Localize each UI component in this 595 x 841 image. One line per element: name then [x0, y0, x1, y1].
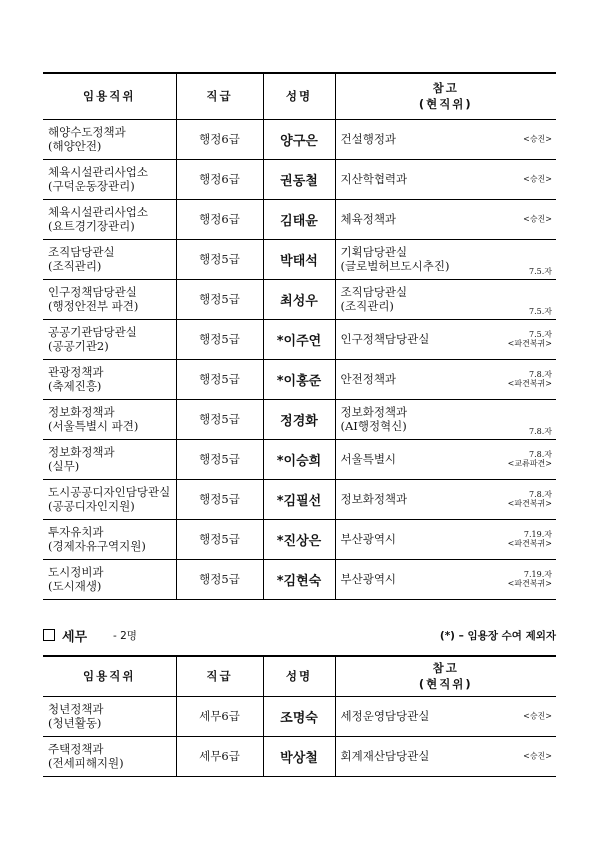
reference-cell: [335, 559, 556, 599]
position-line-2: (축제진흥): [48, 379, 102, 393]
table-row: [43, 199, 556, 239]
position-cell: [43, 479, 176, 519]
reference-cell: [335, 239, 556, 279]
position-line-1: 청년정책과: [48, 702, 104, 716]
position-line-1: 도시공공디자인담당관실: [48, 485, 171, 499]
checkbox-square-icon: [43, 629, 55, 641]
table-row: [43, 439, 556, 479]
position-line-2: (행정안전부 파견): [48, 299, 139, 313]
grade-cell: 행정5급: [176, 519, 263, 559]
name-cell: *이승희: [263, 439, 335, 479]
reference-cell: [335, 199, 556, 239]
reference-cell: [335, 439, 556, 479]
position-cell: [43, 199, 176, 239]
position-line-2: (전세피해지원): [48, 756, 124, 770]
table-row: [43, 519, 556, 559]
reference-cell: [335, 736, 556, 776]
position-line-1: 투자유치과: [48, 525, 104, 539]
name-cell: *진상은: [263, 519, 335, 559]
position-line-2: (청년활동): [48, 716, 102, 730]
position-line-1: 공공기관담당관실: [48, 325, 137, 339]
section-title: 세무: [62, 630, 88, 645]
ref-note-main: 7.8.자: [529, 490, 552, 499]
grade-cell: 행정5급: [176, 239, 263, 279]
reference-cell: [335, 319, 556, 359]
reference-cell: [335, 159, 556, 199]
name-cell: 박태석: [263, 239, 335, 279]
name-cell: 정경화: [263, 399, 335, 439]
ref-note-sub: <교류파견>: [507, 459, 552, 468]
header-name: 성명: [263, 656, 335, 696]
table-row: [43, 736, 556, 776]
table-header-row: [43, 656, 556, 696]
ref-note-main: <승진>: [523, 174, 552, 184]
header-reference: [335, 73, 556, 119]
position-line-2: (구덕운동장관리): [48, 179, 135, 193]
table-row: [43, 319, 556, 359]
grade-cell: 행정6급: [176, 199, 263, 239]
position-line-2: (도시재생): [48, 579, 102, 593]
reference-cell: [335, 399, 556, 439]
reference-cell: [335, 519, 556, 559]
ref-note: [523, 712, 552, 721]
table-header-row: [43, 73, 556, 119]
grade-cell: 행정5급: [176, 399, 263, 439]
position-cell: [43, 519, 176, 559]
grade-cell: 행정5급: [176, 279, 263, 319]
grade-cell: 행정5급: [176, 559, 263, 599]
grade-cell: 행정5급: [176, 439, 263, 479]
ref-note: [523, 135, 552, 144]
position-cell: [43, 559, 176, 599]
table-row: [43, 399, 556, 439]
name-cell: 박상철: [263, 736, 335, 776]
position-line-1: 도시정비과: [48, 565, 104, 579]
table-row: [43, 359, 556, 399]
ref-note-sub: <파견복귀>: [507, 339, 552, 348]
ref-note: [508, 450, 552, 468]
table-row: [43, 279, 556, 319]
grade-cell: 행정6급: [176, 159, 263, 199]
ref-line-1: 서울특별시: [340, 452, 397, 466]
ref-note: [508, 490, 552, 508]
reference-cell: [335, 479, 556, 519]
ref-line-1: 조직담당관실: [340, 285, 408, 299]
reference-cell: [335, 696, 556, 736]
name-cell: *김필선: [263, 479, 335, 519]
position-line-1: 정보화정책과: [48, 445, 115, 459]
ref-note: [529, 307, 552, 316]
header-name: 성명: [263, 73, 335, 119]
header-reference-sub: (현직위): [418, 677, 473, 692]
name-cell: 양구은: [263, 119, 335, 159]
position-line-1: 체육시설관리사업소: [48, 205, 148, 219]
ref-line-1: 정보화정책과: [340, 405, 408, 419]
position-line-2: (공공디자인지원): [48, 499, 135, 513]
ref-note-main: <승진>: [523, 711, 552, 721]
ref-note-main: 7.5.자: [529, 306, 552, 316]
position-cell: [43, 399, 176, 439]
position-line-2: (경제자유구역지원): [48, 539, 146, 553]
header-reference-sub: (현직위): [418, 97, 473, 112]
ref-note-main: <승진>: [523, 214, 552, 224]
position-cell: [43, 696, 176, 736]
ref-line-1: 지산학협력과: [340, 172, 408, 186]
position-line-1: 주택정책과: [48, 742, 104, 756]
ref-note-main: <승진>: [523, 751, 552, 761]
grade-cell: 세무6급: [176, 736, 263, 776]
position-line-2: (해양안전): [48, 139, 102, 153]
name-cell: *김현숙: [263, 559, 335, 599]
position-cell: [43, 736, 176, 776]
section-count: - 2명: [113, 630, 137, 642]
ref-note-main: 7.8.자: [529, 426, 552, 436]
ref-note-sub: <파견복귀>: [507, 499, 552, 508]
position-line-1: 조직담당관실: [48, 245, 115, 259]
grade-cell: 행정5급: [176, 359, 263, 399]
reference-cell: [335, 119, 556, 159]
position-cell: [43, 319, 176, 359]
ref-line-1: 체육정책과: [340, 212, 397, 226]
position-cell: [43, 279, 176, 319]
position-line-1: 해양수도정책과: [48, 125, 126, 139]
name-cell: 권동철: [263, 159, 335, 199]
table-row: [43, 696, 556, 736]
position-line-2: (실무): [48, 459, 80, 473]
ref-note-main: 7.8.자: [529, 370, 552, 379]
position-line-2: (공공기관2): [48, 339, 109, 353]
header-grade: 직급: [176, 73, 263, 119]
position-line-2: (요트경기장관리): [48, 219, 135, 233]
ref-line-1: 건설행정과: [340, 132, 397, 146]
position-line-1: 정보화정책과: [48, 405, 115, 419]
grade-cell: 행정5급: [176, 479, 263, 519]
ref-note: [508, 330, 552, 348]
header-grade: 직급: [176, 656, 263, 696]
name-cell: 최성우: [263, 279, 335, 319]
name-cell: 조명숙: [263, 696, 335, 736]
header-reference: [335, 656, 556, 696]
ref-note: [523, 175, 552, 184]
ref-line-1: 기획담당관실: [340, 245, 408, 259]
header-reference-title: 참고: [432, 81, 459, 96]
ref-note-main: 7.19.자: [523, 530, 552, 539]
position-cell: [43, 359, 176, 399]
ref-note: [529, 267, 552, 276]
ref-note: [529, 427, 552, 436]
ref-note-sub: <파견복귀>: [507, 579, 552, 588]
ref-note-sub: <파견복귀>: [507, 379, 552, 388]
name-cell: *이홍준: [263, 359, 335, 399]
ref-line-1: 인구정책담당관실: [340, 332, 430, 346]
name-cell: 김태윤: [263, 199, 335, 239]
ref-note: [508, 370, 552, 388]
appointment-table-admin: [43, 72, 556, 600]
ref-note: [523, 752, 552, 761]
ref-line-1: 정보화정책과: [340, 492, 408, 506]
position-cell: [43, 239, 176, 279]
name-cell: *이주연: [263, 319, 335, 359]
ref-note-main: 7.5.자: [529, 266, 552, 276]
ref-line-2: (AI행정혁신): [340, 419, 407, 433]
ref-line-2: (글로벌허브도시추진): [340, 259, 450, 273]
ref-note: [508, 570, 552, 588]
ref-note-main: 7.19.자: [523, 570, 552, 579]
ref-note-sub: <파견복귀>: [507, 539, 552, 548]
header-reference-title: 참고: [432, 661, 459, 676]
position-line-1: 체육시설관리사업소: [48, 165, 148, 179]
position-line-1: 관광정책과: [48, 365, 104, 379]
ref-line-2: (조직관리): [340, 299, 394, 313]
grade-cell: 행정6급: [176, 119, 263, 159]
ref-line-1: 회계재산담당관실: [340, 749, 430, 763]
exclusion-note: (*) – 임용장 수여 제외자: [439, 630, 556, 642]
ref-line-1: 안전정책과: [340, 372, 397, 386]
table-row: [43, 119, 556, 159]
table-row: [43, 159, 556, 199]
ref-line-1: 부산광역시: [340, 532, 397, 546]
ref-note: [508, 530, 552, 548]
position-line-2: (조직관리): [48, 259, 102, 273]
header-position: 임용직위: [43, 73, 176, 119]
header-position: 임용직위: [43, 656, 176, 696]
ref-note-main: <승진>: [523, 134, 552, 144]
ref-note-main: 7.8.자: [529, 450, 552, 459]
position-line-1: 인구정책담당관실: [48, 285, 137, 299]
position-cell: [43, 159, 176, 199]
table-row: [43, 239, 556, 279]
table-row: [43, 479, 556, 519]
reference-cell: [335, 359, 556, 399]
ref-line-1: 부산광역시: [340, 572, 397, 586]
ref-line-1: 세정운영담당관실: [340, 709, 430, 723]
grade-cell: 행정5급: [176, 319, 263, 359]
appointment-table-tax: [43, 655, 556, 777]
position-cell: [43, 439, 176, 479]
section-tax: [43, 626, 556, 644]
reference-cell: [335, 279, 556, 319]
ref-note: [523, 215, 552, 224]
position-cell: [43, 119, 176, 159]
grade-cell: 세무6급: [176, 696, 263, 736]
table-row: [43, 559, 556, 599]
ref-note-main: 7.5.자: [529, 330, 552, 339]
position-line-2: (서울특별시 파견): [48, 419, 139, 433]
